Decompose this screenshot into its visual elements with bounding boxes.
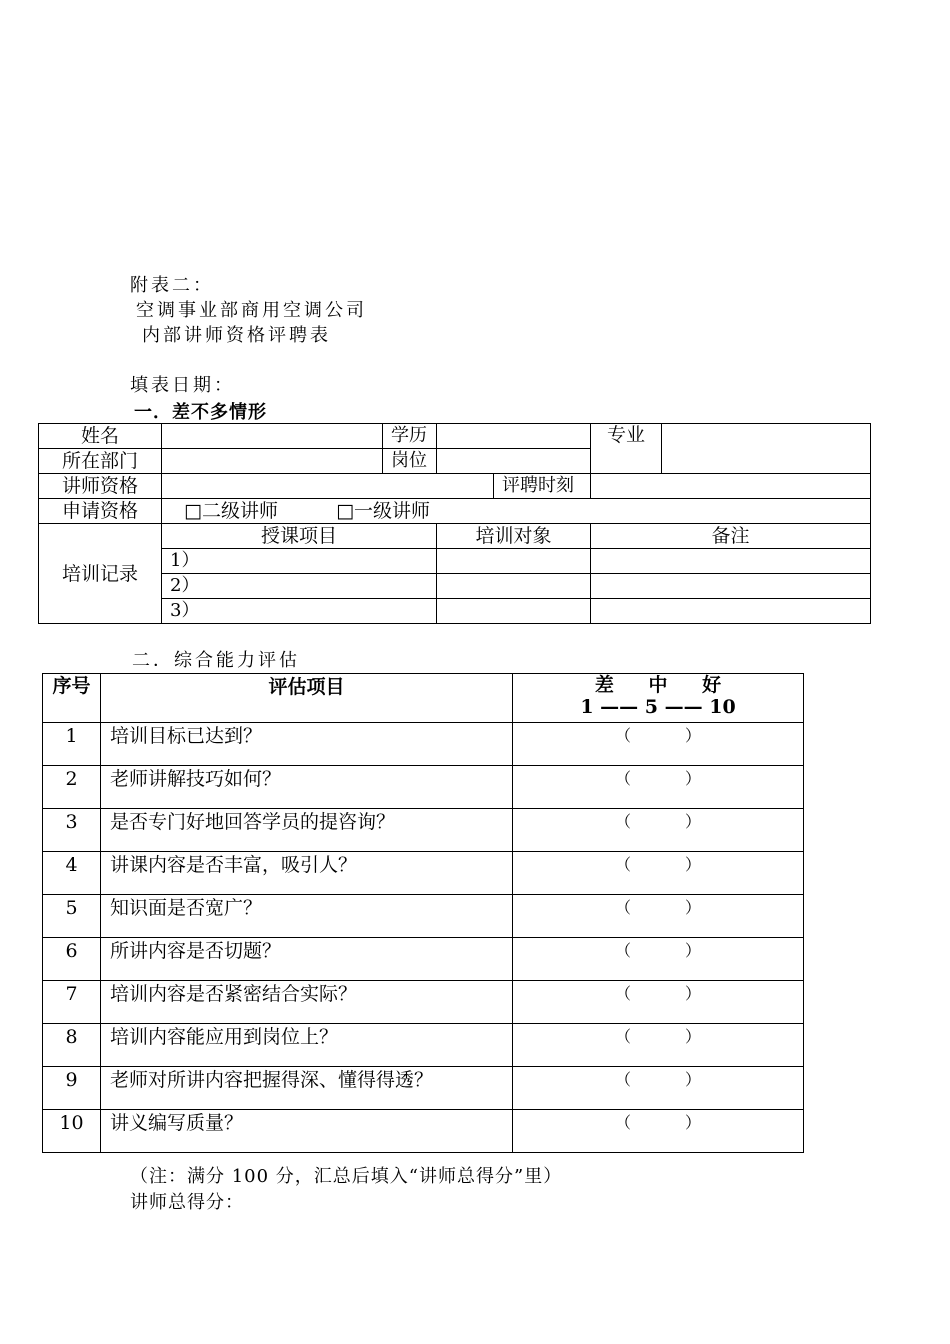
hire-time-field[interactable] <box>591 474 871 499</box>
training-row <box>39 549 871 574</box>
evaluation-row <box>43 766 804 809</box>
row-item-text: 讲义编写质量？ <box>101 1110 513 1153</box>
evaluation-row <box>43 723 804 766</box>
training-row-course[interactable]: 2） <box>162 574 437 599</box>
row-score-field[interactable] <box>513 1110 804 1153</box>
score-close: ） <box>684 984 701 1003</box>
row-number: 4 <box>43 852 101 895</box>
row-number: 10 <box>43 1110 101 1153</box>
level2-checkbox[interactable]: □二级讲师 <box>184 500 278 522</box>
row-score-field[interactable] <box>513 938 804 981</box>
row-number: 7 <box>43 981 101 1024</box>
training-row-remark[interactable] <box>591 549 871 574</box>
row-number: 6 <box>43 938 101 981</box>
education-label: 学历 <box>383 424 437 449</box>
score-open: （ <box>614 898 631 917</box>
row-item-text: 所讲内容是否切题？ <box>101 938 513 981</box>
training-row-target[interactable] <box>437 599 591 624</box>
evaluation-row <box>43 981 804 1024</box>
scale-bad: 差 <box>594 674 614 696</box>
row-score-field[interactable] <box>513 809 804 852</box>
evaluation-row <box>43 852 804 895</box>
education-field[interactable] <box>437 424 591 449</box>
apply-label: 申请资格 <box>39 499 162 524</box>
row-number: 9 <box>43 1067 101 1110</box>
row-number: 8 <box>43 1024 101 1067</box>
col-no-header: 序号 <box>43 674 101 723</box>
row-score-field[interactable] <box>513 895 804 938</box>
col-remark-header: 备注 <box>591 524 871 549</box>
qual-label: 讲师资格 <box>39 474 162 499</box>
post-label: 岗位 <box>383 449 437 474</box>
company-name: 空调事业部商用空调公司 <box>136 300 367 321</box>
scale-good: 好 <box>702 674 722 696</box>
score-close: ） <box>684 1113 701 1132</box>
training-row-target[interactable] <box>437 549 591 574</box>
section1-title: 一．差不多情形 <box>134 402 267 423</box>
score-close: ） <box>684 855 701 874</box>
score-close: ） <box>684 941 701 960</box>
row-item-text: 老师讲解技巧如何？ <box>101 766 513 809</box>
evaluation-row <box>43 1024 804 1067</box>
post-field[interactable] <box>437 449 591 474</box>
row-score-field[interactable] <box>513 1024 804 1067</box>
score-close: ） <box>684 726 701 745</box>
score-close: ） <box>684 1027 701 1046</box>
row-item-text: 培训目标已达到？ <box>101 723 513 766</box>
row-score-field[interactable] <box>513 1067 804 1110</box>
score-open: （ <box>614 726 631 745</box>
level2-option-label: 二级讲师 <box>201 500 278 522</box>
row-number: 1 <box>43 723 101 766</box>
name-field[interactable] <box>162 424 383 449</box>
row-score-field[interactable] <box>513 723 804 766</box>
row-item-text: 是否专门好地回答学员的提咨询？ <box>101 809 513 852</box>
major-field[interactable] <box>662 424 871 474</box>
training-record-label: 培训记录 <box>39 524 162 624</box>
appendix-label: 附表二： <box>130 275 214 296</box>
name-label: 姓名 <box>39 424 162 449</box>
section2-title: 二．综合能力评估 <box>132 650 300 671</box>
training-row-course[interactable]: 3） <box>162 599 437 624</box>
col-target-header: 培训对象 <box>437 524 591 549</box>
score-open: （ <box>614 1027 631 1046</box>
training-row-target[interactable] <box>437 574 591 599</box>
col-item-header: 评估项目 <box>101 674 513 723</box>
row-score-field[interactable] <box>513 852 804 895</box>
score-open: （ <box>614 941 631 960</box>
training-row-remark[interactable] <box>591 599 871 624</box>
evaluation-row <box>43 895 804 938</box>
score-open: （ <box>614 855 631 874</box>
qual-field[interactable] <box>162 474 494 499</box>
level1-option-label: 一级讲师 <box>354 500 431 522</box>
evaluation-row <box>43 809 804 852</box>
score-close: ） <box>684 1070 701 1089</box>
row-item-text: 知识面是否宽广？ <box>101 895 513 938</box>
score-open: （ <box>614 1070 631 1089</box>
fill-date-label: 填表日期： <box>130 375 235 396</box>
score-open: （ <box>614 984 631 1003</box>
training-row <box>39 599 871 624</box>
row-number: 2 <box>43 766 101 809</box>
evaluation-row <box>43 938 804 981</box>
score-open: （ <box>614 769 631 788</box>
score-close: ） <box>684 812 701 831</box>
basic-info-table <box>38 423 871 624</box>
row-score-field[interactable] <box>513 981 804 1024</box>
total-score-label: 讲师总得分： <box>130 1192 244 1213</box>
scale-header <box>513 674 804 723</box>
evaluation-table <box>42 673 804 1153</box>
score-open: （ <box>614 812 631 831</box>
major-label: 专业 <box>591 424 662 474</box>
hire-time-label: 评聘时刻 <box>494 474 591 499</box>
evaluation-row <box>43 1067 804 1110</box>
row-item-text: 讲课内容是否丰富，吸引人？ <box>101 852 513 895</box>
score-close: ） <box>684 898 701 917</box>
row-item-text: 培训内容是否紧密结合实际？ <box>101 981 513 1024</box>
scale-mid: 中 <box>648 674 668 696</box>
training-row <box>39 574 871 599</box>
row-item-text: 培训内容能应用到岗位上？ <box>101 1024 513 1067</box>
training-row-course[interactable]: 1） <box>162 549 437 574</box>
row-number: 5 <box>43 895 101 938</box>
score-note: （注：满分 100 分，汇总后填入“讲师总得分”里） <box>130 1166 563 1187</box>
row-number: 3 <box>43 809 101 852</box>
row-item-text: 老师对所讲内容把握得深、懂得得透？ <box>101 1067 513 1110</box>
col-course-header: 授课项目 <box>162 524 437 549</box>
evaluation-row <box>43 1110 804 1153</box>
scale-numbers: 1 —— 5 —— 10 <box>580 696 736 718</box>
training-row-remark[interactable] <box>591 574 871 599</box>
level1-checkbox[interactable]: □一级讲师 <box>336 500 431 522</box>
score-close: ） <box>684 769 701 788</box>
dept-label: 所在部门 <box>39 449 162 474</box>
form-title: 内部讲师资格评聘表 <box>142 325 331 346</box>
score-open: （ <box>614 1113 631 1132</box>
row-score-field[interactable] <box>513 766 804 809</box>
dept-field[interactable] <box>162 449 383 474</box>
